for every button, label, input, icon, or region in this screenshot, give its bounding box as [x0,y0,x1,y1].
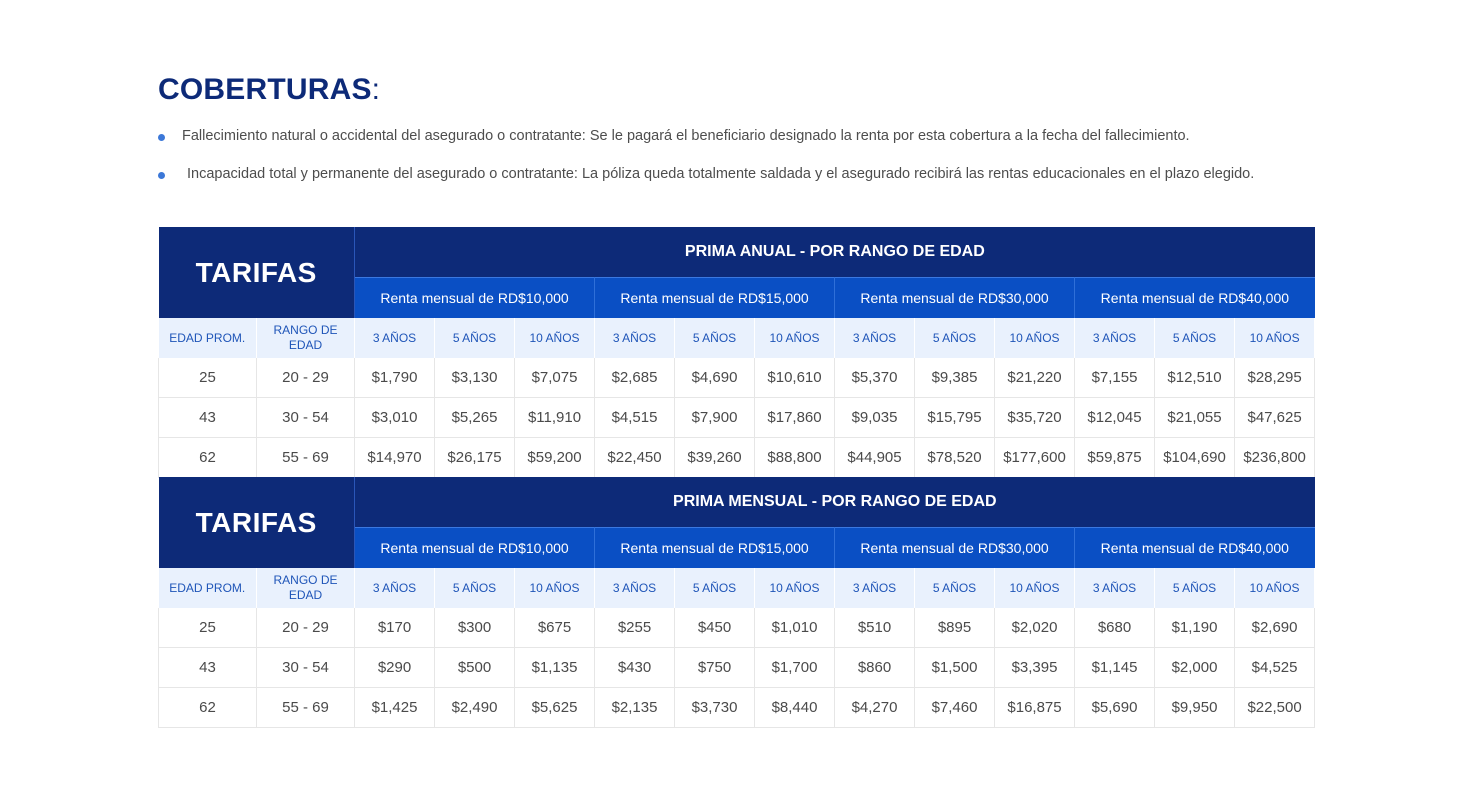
cell-age: 43 [159,648,257,688]
cell-premium: $1,500 [915,648,995,688]
cell-premium: $4,525 [1235,648,1315,688]
cell-premium: $170 [355,608,435,648]
col-header-range: RANGO DE EDAD [257,568,355,608]
renta-header: Renta mensual de RD$15,000 [595,278,835,319]
renta-header: Renta mensual de RD$30,000 [835,278,1075,319]
cell-premium: $7,075 [515,358,595,398]
cell-premium: $1,010 [755,608,835,648]
cell-premium: $2,000 [1155,648,1235,688]
cell-premium: $11,910 [515,398,595,438]
cell-premium: $8,440 [755,688,835,728]
coverage-item: Fallecimiento natural o accidental del asegurado o contratante: Se le pagará el beneficiario designado la renta por esta cobertura a la fecha del fallecimiento. [158,126,1315,146]
coverage-item: Incapacidad total y permanente del asegurado o contratante: La póliza queda totalmente saldada y el asegurado recibirá las rentas educacionales en el plazo elegido. [158,164,1315,184]
annual-rates-table [158,227,1315,478]
cell-premium: $236,800 [1235,438,1315,478]
col-header-term: 5 AÑOS [675,568,755,608]
cell-premium: $22,450 [595,438,675,478]
col-header-range: RANGO DE EDAD [257,318,355,358]
col-header-term: 3 AÑOS [1075,318,1155,358]
col-header-term: 3 AÑOS [595,318,675,358]
cell-premium: $16,875 [995,688,1075,728]
col-header-age: EDAD PROM. [159,568,257,608]
cell-premium: $9,385 [915,358,995,398]
renta-header: Renta mensual de RD$15,000 [595,528,835,569]
renta-header: Renta mensual de RD$40,000 [1075,278,1315,319]
cell-premium: $860 [835,648,915,688]
cell-premium: $26,175 [435,438,515,478]
cell-premium: $2,020 [995,608,1075,648]
table-main-header: PRIMA MENSUAL - POR RANGO DE EDAD [355,477,1315,528]
cell-premium: $750 [675,648,755,688]
cell-premium: $59,875 [1075,438,1155,478]
cell-premium: $104,690 [1155,438,1235,478]
cell-premium: $2,490 [435,688,515,728]
cell-premium: $1,425 [355,688,435,728]
cell-premium: $177,600 [995,438,1075,478]
cell-range: 20 - 29 [257,358,355,398]
col-header-term: 10 AÑOS [755,318,835,358]
col-header-term: 5 AÑOS [915,568,995,608]
coverage-title-text: COBERTURAS [158,73,372,106]
cell-premium: $1,190 [1155,608,1235,648]
cell-premium: $510 [835,608,915,648]
col-header-term: 3 AÑOS [595,568,675,608]
cell-premium: $10,610 [755,358,835,398]
cell-premium: $3,730 [675,688,755,728]
coverage-section [158,72,1315,202]
cell-premium: $12,045 [1075,398,1155,438]
cell-premium: $88,800 [755,438,835,478]
cell-premium: $78,520 [915,438,995,478]
col-header-term: 3 AÑOS [355,318,435,358]
col-header-term: 3 AÑOS [835,318,915,358]
cell-premium: $17,860 [755,398,835,438]
cell-premium: $4,270 [835,688,915,728]
cell-premium: $675 [515,608,595,648]
coverage-title-colon: : [371,73,381,106]
col-header-term: 10 AÑOS [755,568,835,608]
cell-premium: $21,055 [1155,398,1235,438]
col-header-term: 3 AÑOS [355,568,435,608]
cell-premium: $5,265 [435,398,515,438]
cell-premium: $9,950 [1155,688,1235,728]
cell-premium: $28,295 [1235,358,1315,398]
cell-premium: $4,690 [675,358,755,398]
cell-range: 20 - 29 [257,608,355,648]
renta-header: Renta mensual de RD$30,000 [835,528,1075,569]
renta-header: Renta mensual de RD$10,000 [355,278,595,319]
cell-premium: $2,690 [1235,608,1315,648]
col-header-term: 5 AÑOS [1155,568,1235,608]
col-header-term: 3 AÑOS [835,568,915,608]
col-header-term: 10 AÑOS [515,318,595,358]
cell-premium: $12,510 [1155,358,1235,398]
table-row [159,438,1315,478]
cell-range: 55 - 69 [257,438,355,478]
cell-premium: $1,135 [515,648,595,688]
col-header-term: 10 AÑOS [1235,318,1315,358]
cell-premium: $5,625 [515,688,595,728]
cell-premium: $7,900 [675,398,755,438]
cell-premium: $15,795 [915,398,995,438]
cell-range: 30 - 54 [257,648,355,688]
coverage-title [158,72,1315,108]
col-header-term: 10 AÑOS [515,568,595,608]
cell-premium: $1,700 [755,648,835,688]
col-header-term: 10 AÑOS [995,568,1075,608]
tarifas-label: TARIFAS [159,227,355,318]
cell-premium: $5,690 [1075,688,1155,728]
table-row [159,608,1315,648]
cell-premium: $9,035 [835,398,915,438]
cell-premium: $450 [675,608,755,648]
cell-premium: $7,460 [915,688,995,728]
cell-age: 43 [159,398,257,438]
cell-range: 55 - 69 [257,688,355,728]
cell-age: 25 [159,608,257,648]
cell-premium: $3,010 [355,398,435,438]
col-header-age: EDAD PROM. [159,318,257,358]
col-header-term: 10 AÑOS [1235,568,1315,608]
cell-premium: $7,155 [1075,358,1155,398]
cell-premium: $290 [355,648,435,688]
cell-age: 62 [159,438,257,478]
monthly-rates-table [158,477,1315,728]
cell-premium: $500 [435,648,515,688]
cell-premium: $5,370 [835,358,915,398]
col-header-term: 10 AÑOS [995,318,1075,358]
cell-premium: $35,720 [995,398,1075,438]
col-header-term: 5 AÑOS [1155,318,1235,358]
tarifas-label: TARIFAS [159,477,355,568]
cell-premium: $2,135 [595,688,675,728]
cell-premium: $895 [915,608,995,648]
cell-premium: $1,790 [355,358,435,398]
cell-age: 25 [159,358,257,398]
cell-premium: $430 [595,648,675,688]
renta-header: Renta mensual de RD$10,000 [355,528,595,569]
table-row [159,358,1315,398]
cell-premium: $300 [435,608,515,648]
table-main-header: PRIMA ANUAL - POR RANGO DE EDAD [355,227,1315,278]
cell-premium: $14,970 [355,438,435,478]
cell-age: 62 [159,688,257,728]
cell-premium: $39,260 [675,438,755,478]
cell-premium: $4,515 [595,398,675,438]
cell-premium: $47,625 [1235,398,1315,438]
cell-premium: $59,200 [515,438,595,478]
renta-header: Renta mensual de RD$40,000 [1075,528,1315,569]
table-row [159,398,1315,438]
table-row [159,688,1315,728]
cell-premium: $2,685 [595,358,675,398]
cell-range: 30 - 54 [257,398,355,438]
col-header-term: 5 AÑOS [675,318,755,358]
cell-premium: $21,220 [995,358,1075,398]
cell-premium: $255 [595,608,675,648]
col-header-term: 3 AÑOS [1075,568,1155,608]
cell-premium: $1,145 [1075,648,1155,688]
coverage-list [158,126,1315,184]
table-row [159,648,1315,688]
col-header-term: 5 AÑOS [435,568,515,608]
cell-premium: $3,130 [435,358,515,398]
cell-premium: $22,500 [1235,688,1315,728]
cell-premium: $44,905 [835,438,915,478]
col-header-term: 5 AÑOS [435,318,515,358]
col-header-term: 5 AÑOS [915,318,995,358]
cell-premium: $3,395 [995,648,1075,688]
cell-premium: $680 [1075,608,1155,648]
